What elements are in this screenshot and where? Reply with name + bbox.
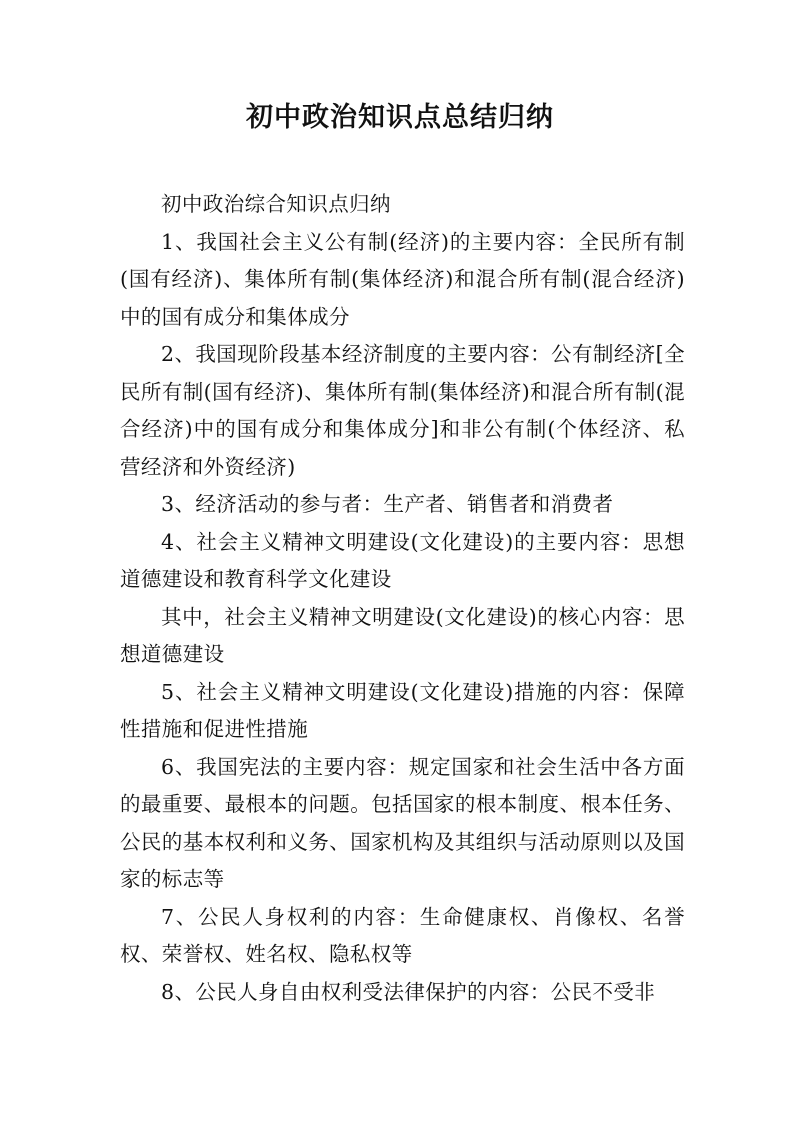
paragraph-item-8: 8、公民人身自由权利受法律保护的内容：公民不受非 <box>161 979 656 1004</box>
paragraph-item-6: 6、我国宪法的主要内容：规定国家和社会生活中各方面的最重要、最根本的问题。包括国家的根本制度、根本任务、公民的基本权利和义务、国家机构及其组织与活动原则以及国家的标志等 <box>120 754 685 891</box>
paragraph-item-5: 5、社会主义精神文明建设(文化建设)措施的内容：保障性措施和促进性措施 <box>120 679 685 741</box>
paragraph-item-4-note: 其中，社会主义精神文明建设(文化建设)的核心内容：思想道德建设 <box>120 604 685 666</box>
paragraph-heading: 初中政治综合知识点归纳 <box>161 192 391 216</box>
paragraph-item-7: 7、公民人身权利的内容：生命健康权、肖像权、名誉权、荣誉权、姓名权、隐私权等 <box>120 904 685 966</box>
paragraph-item-1: 1、我国社会主义公有制(经济)的主要内容：全民所有制(国有经济)、集体所有制(集体经济)和混合所有制(混合经济)中的国有成分和集体成分 <box>120 229 685 329</box>
document-title: 初中政治知识点总结归纳 <box>246 102 554 133</box>
document-body <box>120 186 685 1011</box>
paragraph-item-3: 3、经济活动的参与者：生产者、销售者和消费者 <box>161 492 614 516</box>
paragraph-item-4: 4、社会主义精神文明建设(文化建设)的主要内容：思想道德建设和教育科学文化建设 <box>120 529 685 591</box>
paragraph-item-2: 2、我国现阶段基本经济制度的主要内容：公有制经济[全民所有制(国有经济)、集体所有制(集体经济)和混合所有制(混合经济)中的国有成分和集体成分]和非公有制(个体经济、私营经济和外资经济) <box>120 342 685 479</box>
